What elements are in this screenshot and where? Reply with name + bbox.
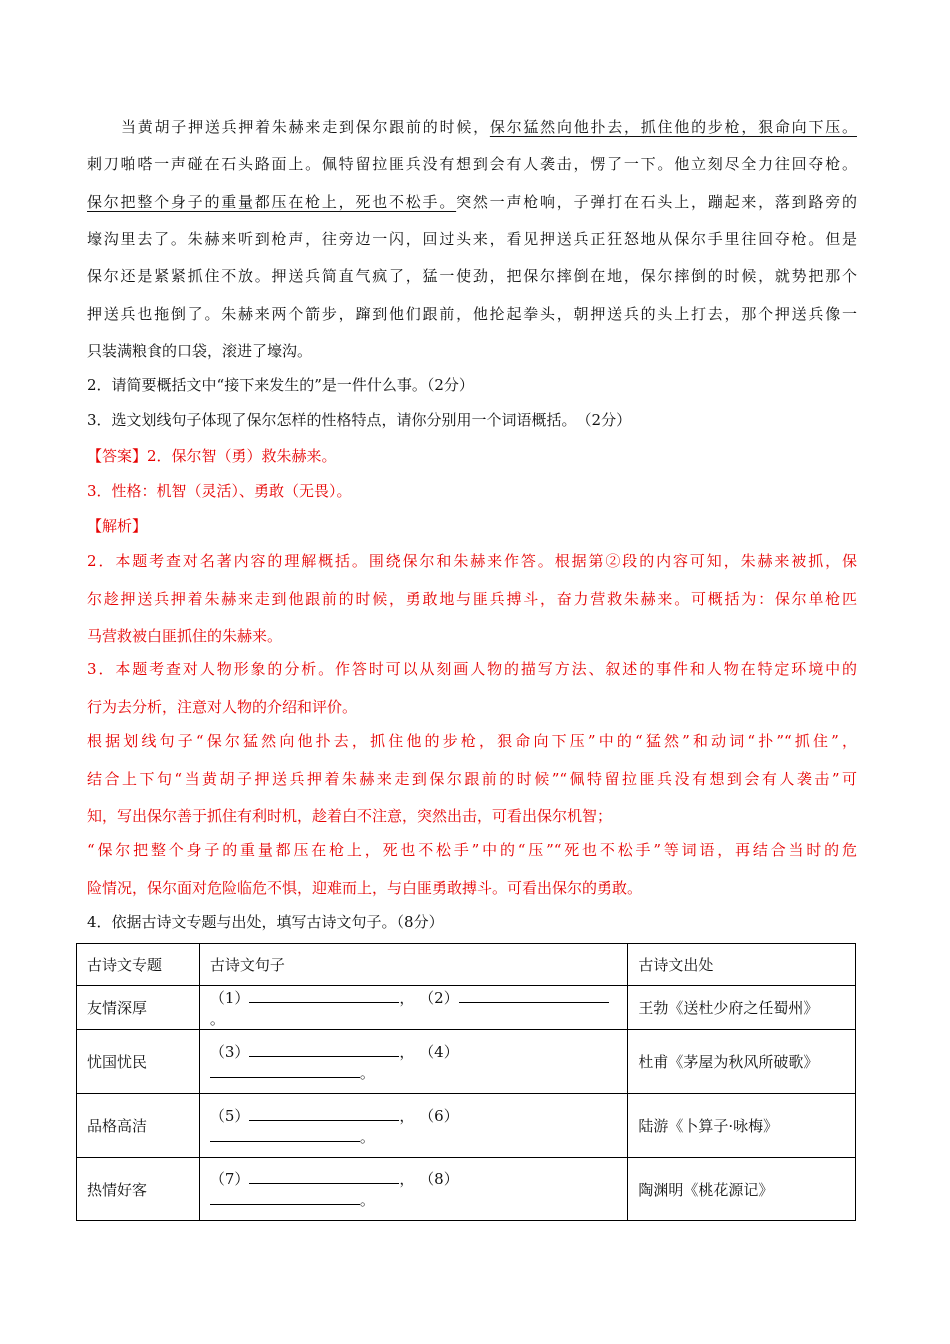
sentence-cell xyxy=(199,1030,628,1094)
question-4: 4．依据古诗文专题与出处，填写古诗文句子。（8分） xyxy=(87,913,444,931)
underlined-sentence: 保尔把整个身子的重量都压在枪上，死也不松手。 xyxy=(87,193,457,211)
analysis-line: 马营救被白匪抓住的朱赫来。 xyxy=(87,627,283,645)
source-cell: 王勃《送杜少府之任蜀州》 xyxy=(628,986,856,1030)
analysis-line: 2．本题考查对名著内容的理解概括。围绕保尔和朱赫来作答。根据第②段的内容可知，朱赫来被抓，保 xyxy=(87,552,857,570)
punct: ， xyxy=(399,1170,415,1188)
poetry-table xyxy=(76,943,856,1221)
fill-blank[interactable] xyxy=(210,1190,360,1205)
fill-blank[interactable] xyxy=(210,1063,360,1078)
passage-line: 保尔还是紧紧抓住不放。押送兵简直气疯了，猛一使劲，把保尔摔倒在地，保尔摔倒的时候，就势把那个 xyxy=(87,267,857,285)
sentence-cell xyxy=(199,1094,628,1158)
topic-cell: 友情深厚 xyxy=(77,986,200,1030)
answer-line: 【答案】2．保尔智（勇）救朱赫来。 xyxy=(87,447,337,465)
header-cell: 古诗文专题 xyxy=(77,944,200,986)
punct: 。 xyxy=(359,1127,375,1146)
blank-number: （7） xyxy=(209,1170,250,1188)
analysis-line: 根据划线句子“保尔猛然向他扑去，抓住他的步枪，狠命向下压”中的“猛然”和动词“扑”“抓住”， xyxy=(87,732,857,750)
answer-line: 3．性格：机智（灵活）、勇敢（无畏）。 xyxy=(87,482,352,500)
punct: 。 xyxy=(209,1009,225,1028)
fill-blank[interactable] xyxy=(249,1106,399,1121)
passage-line: 只装满粮食的口袋，滚进了壕沟。 xyxy=(87,342,313,360)
blank-number: （6） xyxy=(419,1106,459,1125)
fill-blank[interactable] xyxy=(249,988,399,1003)
fill-blank[interactable] xyxy=(210,1127,360,1142)
source-cell: 陆游《卜算子·咏梅》 xyxy=(628,1094,856,1158)
passage-line: 押送兵也拖倒了。朱赫来两个箭步，蹿到他们跟前，他抡起拳头，朝押送兵的头上打去，那个押送兵像一 xyxy=(87,305,857,323)
blank-number: （1） xyxy=(209,988,250,1007)
question-2: 2．请简要概括文中“接下来发生的”是一件什么事。（2分） xyxy=(87,376,474,394)
analysis-line: 结合上下句“当黄胡子押送兵押着朱赫来走到保尔跟前的时候”“佩特留拉匪兵没有想到会有人袭击”可 xyxy=(87,770,857,788)
fill-blank[interactable] xyxy=(459,988,609,1003)
analysis-line: 知，写出保尔善于抓住有利时机，趁着白不注意，突然出击，可看出保尔机智； xyxy=(87,807,613,825)
header-cell: 古诗文句子 xyxy=(199,944,628,986)
source-cell: 杜甫《茅屋为秋风所破歌》 xyxy=(628,1030,856,1094)
passage-line xyxy=(121,116,857,138)
analysis-line: 行为去分析，注意对人物的介绍和评价。 xyxy=(87,698,358,716)
question-3: 3．选文划线句子体现了保尔怎样的性格特点，请你分别用一个词语概括。 （2分） xyxy=(87,411,632,429)
topic-cell: 忧国忧民 xyxy=(77,1030,200,1094)
source-cell: 陶渊明《桃花源记》 xyxy=(628,1158,856,1221)
blank-number: （2） xyxy=(419,988,459,1007)
underlined-sentence: 保尔猛然向他扑去，抓住他的步枪，狠命向下压。 xyxy=(489,118,857,136)
table-row xyxy=(77,1158,856,1221)
fill-blank[interactable] xyxy=(249,1042,399,1057)
sentence-cell xyxy=(199,986,628,1030)
punct: 。 xyxy=(359,1191,375,1209)
analysis-line: “保尔把整个身子的重量都压在枪上，死也不松手”中的“压”“死也不松手”等词语，再结合当时的危 xyxy=(87,841,857,859)
passage-line: 壕沟里去了。朱赫来听到枪声，往旁边一闪，回过头来，看见押送兵正狂怒地从保尔手里往回夺枪。但是 xyxy=(87,230,857,248)
fill-blank[interactable] xyxy=(249,1169,399,1184)
text: 突然一声枪响，子弹打在石头上，蹦起来，落到路旁的 xyxy=(456,193,857,211)
blank-number: （5） xyxy=(209,1106,250,1125)
table-row xyxy=(77,986,856,1030)
table-row xyxy=(77,1094,856,1158)
punct: 。 xyxy=(359,1063,375,1082)
passage-line xyxy=(87,191,857,213)
table-row xyxy=(77,1030,856,1094)
blank-number: （3） xyxy=(209,1042,250,1061)
punct: ， xyxy=(399,988,415,1007)
analysis-line: 3．本题考查对人物形象的分析。作答时可以从刻画人物的描写方法、叙述的事件和人物在特定环境中的 xyxy=(87,660,857,678)
sentence-cell xyxy=(199,1158,628,1221)
header-cell: 古诗文出处 xyxy=(628,944,856,986)
table-header-row xyxy=(77,944,856,986)
topic-cell: 热情好客 xyxy=(77,1158,200,1221)
punct: ， xyxy=(399,1106,415,1125)
analysis-label: 【解析】 xyxy=(87,517,148,535)
analysis-line: 尔趁押送兵押着朱赫来走到他跟前的时候，勇敢地与匪兵搏斗，奋力营救朱赫来。可概括为：保尔单枪匹 xyxy=(87,590,857,608)
text: 当黄胡子押送兵押着朱赫来走到保尔跟前的时候， xyxy=(121,118,490,136)
analysis-line: 险情况，保尔面对危险临危不惧，迎难而上，与白匪勇敢搏斗。可看出保尔的勇敢。 xyxy=(87,879,643,897)
blank-number: （4） xyxy=(419,1042,459,1061)
passage-line: 刺刀啪嗒一声碰在石头路面上。佩特留拉匪兵没有想到会有人袭击，愣了一下。他立刻尽全力往回夺枪。 xyxy=(87,155,857,173)
topic-cell: 品格高洁 xyxy=(77,1094,200,1158)
punct: ， xyxy=(399,1042,415,1061)
blank-number: （8） xyxy=(419,1170,459,1188)
